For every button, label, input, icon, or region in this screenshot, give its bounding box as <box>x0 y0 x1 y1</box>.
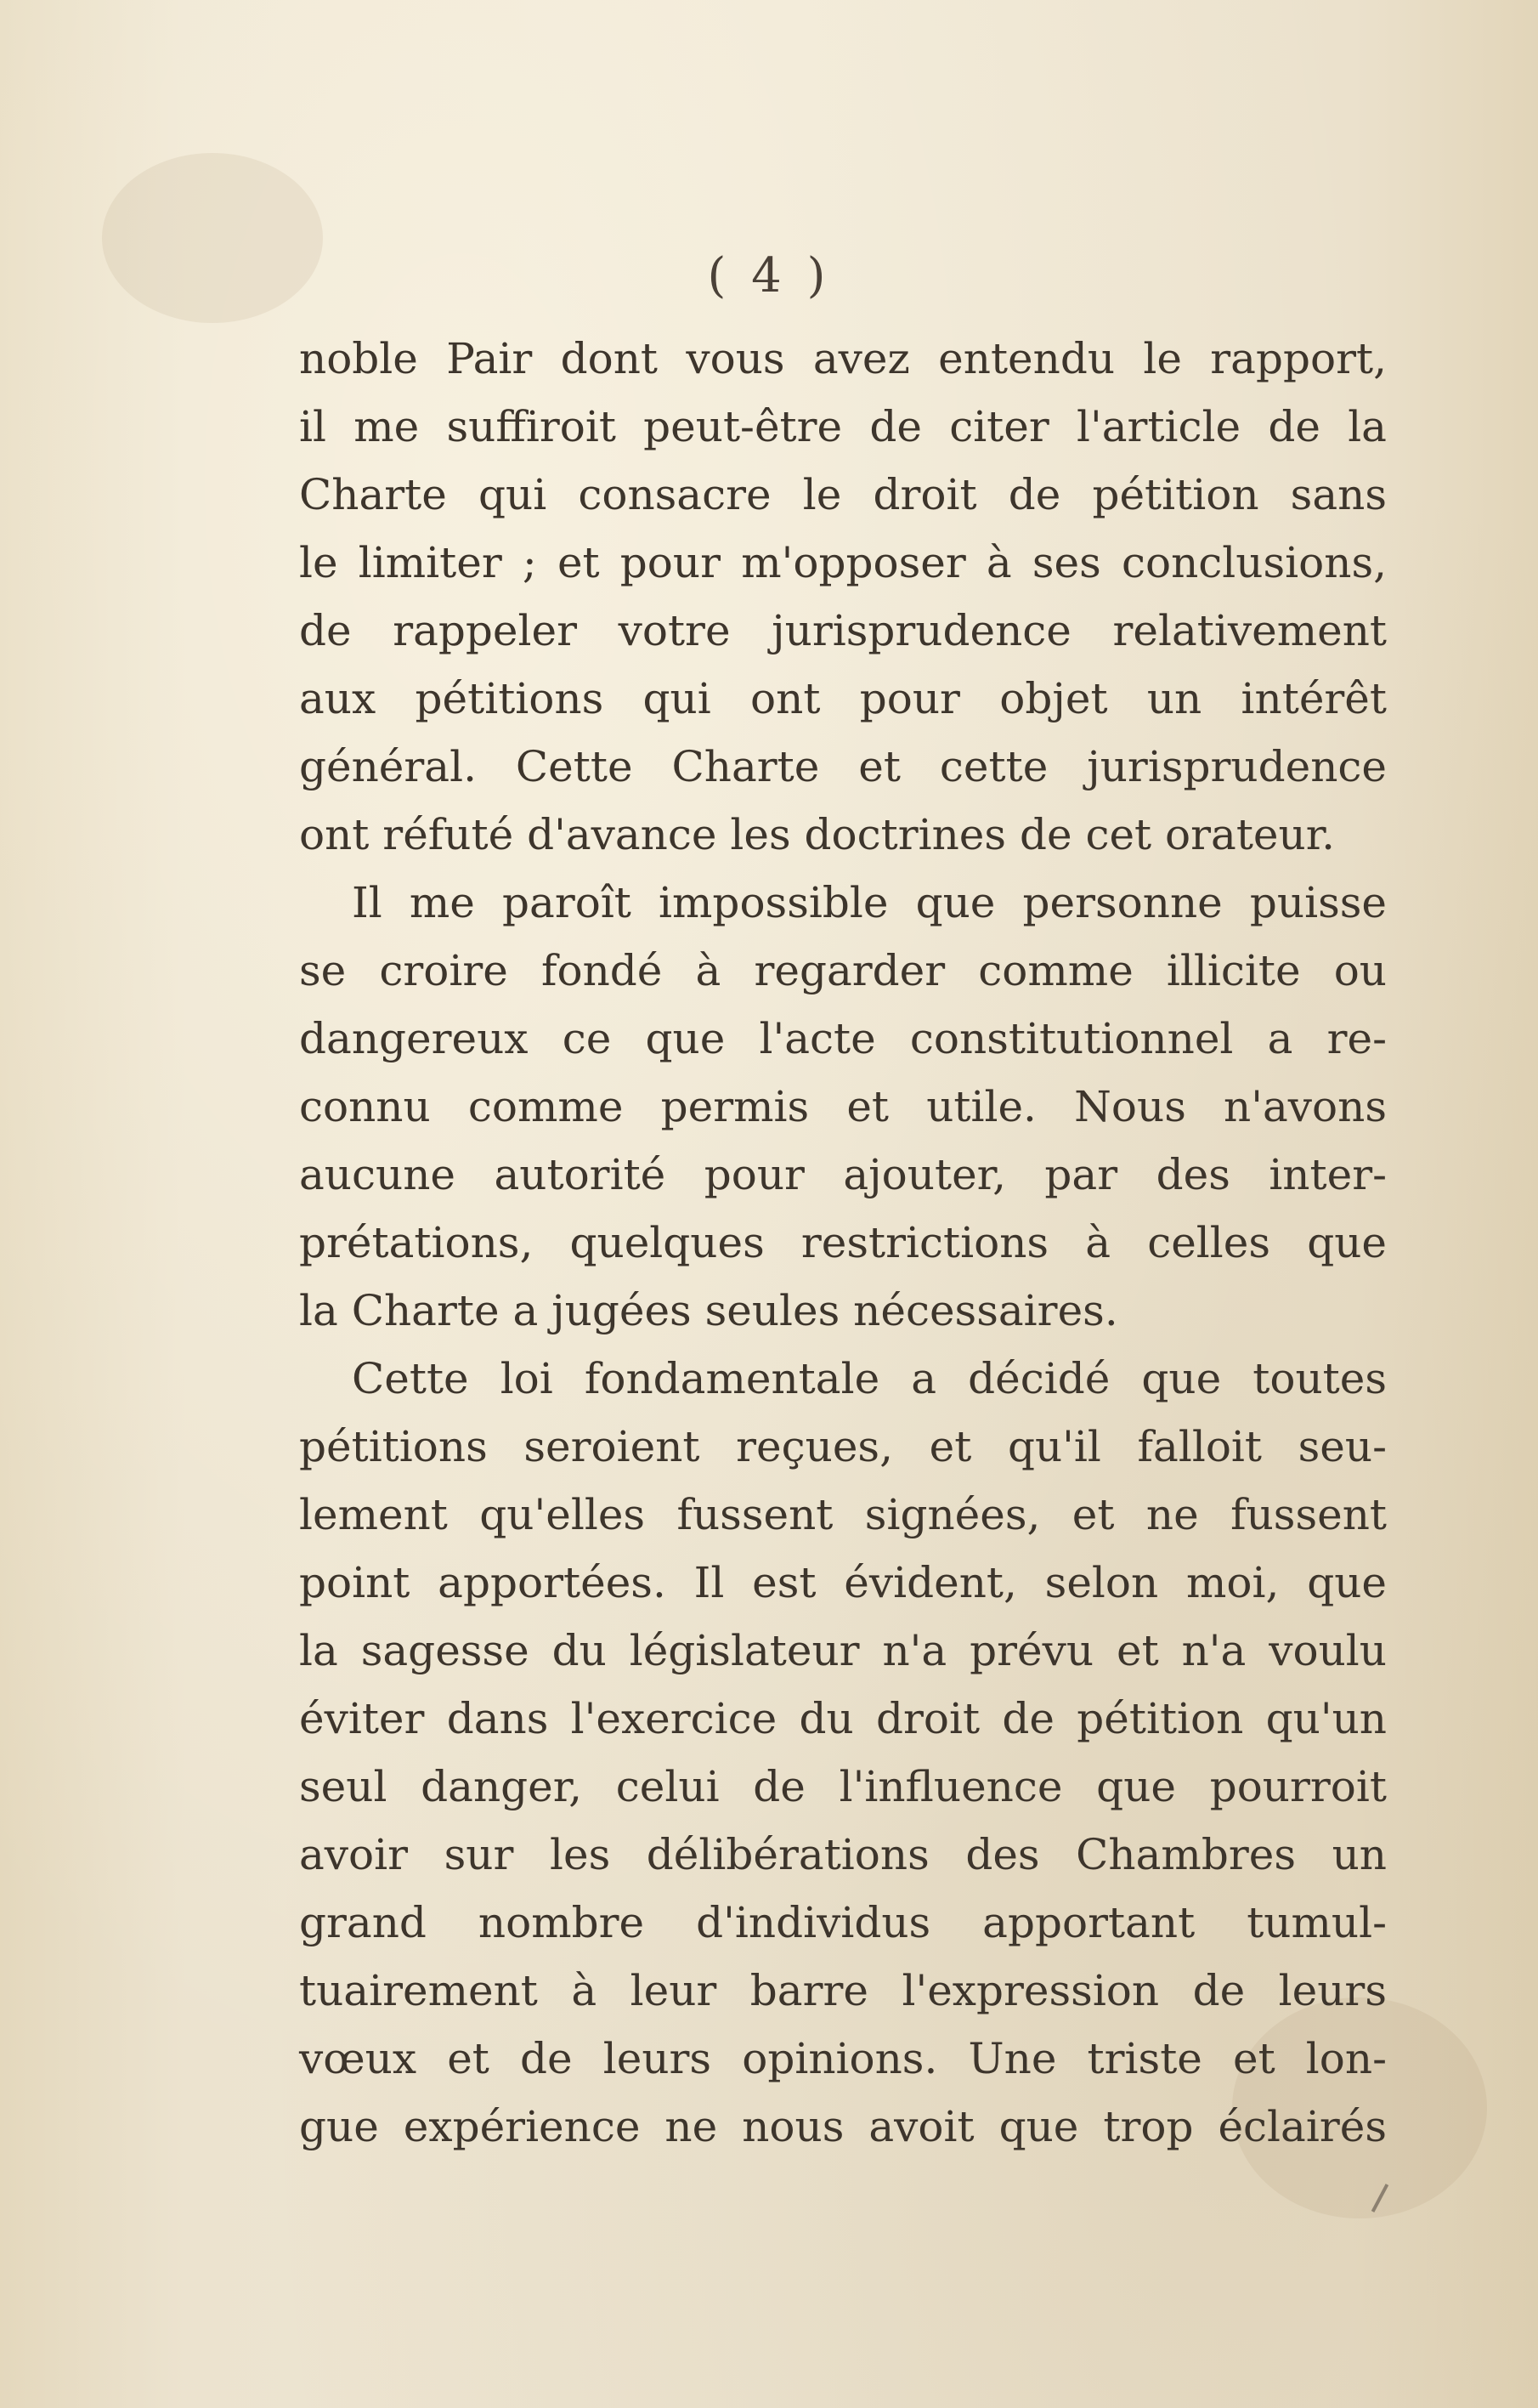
text-line: général. Cette Charte et cette jurisprudence <box>299 742 1387 791</box>
text-line: pétitions seroient reçues, et qu'il falloit seu- <box>299 1422 1387 1471</box>
body-text <box>299 325 1387 2161</box>
text-line: avoir sur les délibérations des Chambres un <box>299 1830 1387 1879</box>
text-line: aux pétitions qui ont pour objet un intérêt <box>299 674 1387 723</box>
text-line: gue expérience ne nous avoit que trop éclairés <box>299 2102 1387 2151</box>
text-line: aucune autorité pour ajouter, par des inter- <box>299 1150 1387 1199</box>
text-line: dangereux ce que l'acte constitutionnel a re- <box>299 1014 1387 1063</box>
text-line: Cette loi fondamentale a décidé que toutes <box>352 1354 1387 1403</box>
text-line: la sagesse du législateur n'a prévu et n'a voulu <box>299 1626 1387 1675</box>
text-line: prétations, quelques restrictions à celles que <box>299 1218 1387 1267</box>
text-line: il me suffiroit peut-être de citer l'article de la <box>299 402 1387 451</box>
text-line: tuairement à leur barre l'expression de leurs <box>299 1966 1387 2015</box>
text-line: noble Pair dont vous avez entendu le rapport, <box>299 334 1387 383</box>
text-line: lement qu'elles fussent signées, et ne fussent <box>299 1490 1387 1539</box>
text-line: connu comme permis et utile. Nous n'avons <box>299 1082 1387 1131</box>
text-line: se croire fondé à regarder comme illicite ou <box>299 946 1387 995</box>
text-line: de rappeler votre jurisprudence relativement <box>299 606 1387 655</box>
text-line: le limiter ; et pour m'opposer à ses conclusions, <box>299 538 1387 587</box>
text-line: ont réfuté d'avance les doctrines de cet orateur. <box>299 810 1336 859</box>
text-line: point apportées. Il est évident, selon moi, que <box>299 1558 1387 1607</box>
text-line: Charte qui consacre le droit de pétition sans <box>299 470 1387 519</box>
text-line: la Charte a jugées seules nécessaires. <box>299 1286 1118 1335</box>
text-line: éviter dans l'exercice du droit de pétition qu'un <box>299 1694 1387 1743</box>
text-line: grand nombre d'individus apportant tumul- <box>299 1898 1387 1947</box>
text-line: vœux et de leurs opinions. Une triste et lon- <box>299 2034 1387 2083</box>
text-line: seul danger, celui de l'influence que pourroit <box>299 1762 1387 1811</box>
page-number: ( 4 ) <box>707 248 831 303</box>
text-line: Il me paroît impossible que personne puisse <box>352 878 1387 927</box>
